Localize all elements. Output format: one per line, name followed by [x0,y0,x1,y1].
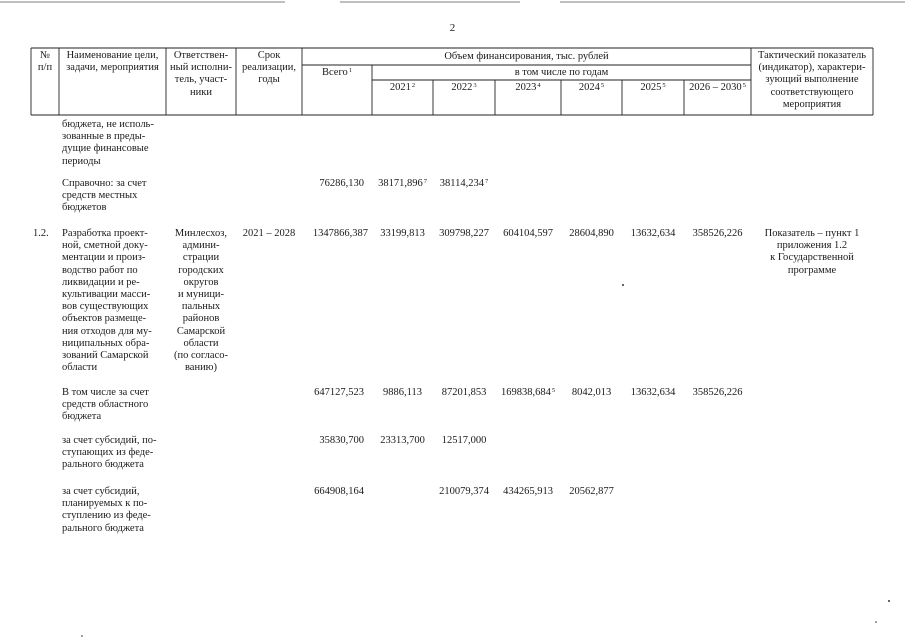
row-federal-2021: 23313,700 [380,435,425,446]
row-planned-2023: 434265,913 [503,486,553,497]
row-reference-2022: 38114,234$^7$ [439,178,489,189]
header-col-name: Наименование цели, задачи, мероприятия [66,50,159,74]
row-planned-2022: 210079,374 [439,486,489,497]
header-total: Всего$^1$ [322,67,352,78]
header-indicator: Тактический показатель (индикатор), характери- зующий выполнение соответствующего мероприятия [757,50,867,110]
row-federal-text: за счет субсидий, по- ступающих из феде- рального бюджета [62,435,157,471]
row-item-indicator: Показатель – пункт 1 приложения 1.2 к Государственной программе [764,228,860,276]
row-planned-2024: 20562,877 [569,486,614,497]
header-col-number: № п/п [37,50,53,74]
page-number: 2 [449,22,456,34]
header-year-2024: 2024$^5$ [578,82,605,93]
row-regional-2022: 87201,853 [441,387,487,398]
row-reference-2021: 38171,896$^7$ [378,178,427,189]
header-year-2026-2030: 2026 – 2030$^5$ [689,82,746,93]
row-item-2023: 604104,597 [503,228,553,239]
header-year-2022: 2022$^3$ [451,82,477,93]
row-reference-total: 76286,130 [319,178,364,189]
row-planned-text: за счет субсидий, планируемых к по- ступлению из феде- рального бюджета [62,486,151,534]
header-col-term: Срок реализации, годы [242,50,296,86]
row-federal-2022: 12517,000 [441,435,487,446]
row-item-2024: 28604,890 [569,228,614,239]
header-col-responsible: Ответствен- ный исполни- тель, участ- ники [170,50,232,98]
row-item-text: Разработка проект- ной, сметной доку- ментации и произ- водство работ по ликвидации и ре- культивации масси- вов существующих объектов размеще- ния отходов для му- ниципальных обра- зований Самарской области [62,228,152,374]
row-item-2026-2030: 358526,226 [692,228,743,239]
row-item-2022: 309798,227 [439,228,489,239]
row-federal-total: 35830,700 [319,435,364,446]
row-item-term: 2021 – 2028 [242,228,296,239]
header-financing: Объем финансирования, тыс. рублей [444,51,609,62]
header-year-2025: 2025$^5$ [640,82,666,93]
row-continuation-text: бюджета, не исполь- зованные в преды- дущие финансовые периоды [62,119,154,167]
row-item-number: 1.2. [33,228,49,239]
row-regional-total: 647127,523 [314,387,364,398]
row-item-2025: 13632,634 [630,228,676,239]
row-regional-2023: 169838,684$^5$ [500,387,556,398]
row-regional-text: В том числе за счет средств областного бюджета [62,387,149,423]
row-item-responsible: Минлесхоз, админи- страции городских округов и муници- пальных районов Самарской области (по согласо- ванию) [174,228,228,374]
row-item-total: 1347866,387 [312,228,368,239]
row-regional-2021: 9886,113 [383,387,422,398]
row-regional-2026-2030: 358526,226 [692,387,743,398]
row-item-2021: 33199,813 [380,228,425,239]
header-year-2023: 2023$^4$ [515,82,541,93]
header-by-years: в том числе по годам [514,67,609,78]
row-reference-text: Справочно: за счет средств местных бюджетов [62,178,147,214]
header-year-2021: 2021$^2$ [389,82,416,93]
row-regional-2024: 8042,013 [571,387,612,398]
row-regional-2025: 13632,634 [630,387,676,398]
row-planned-total: 664908,164 [314,486,364,497]
